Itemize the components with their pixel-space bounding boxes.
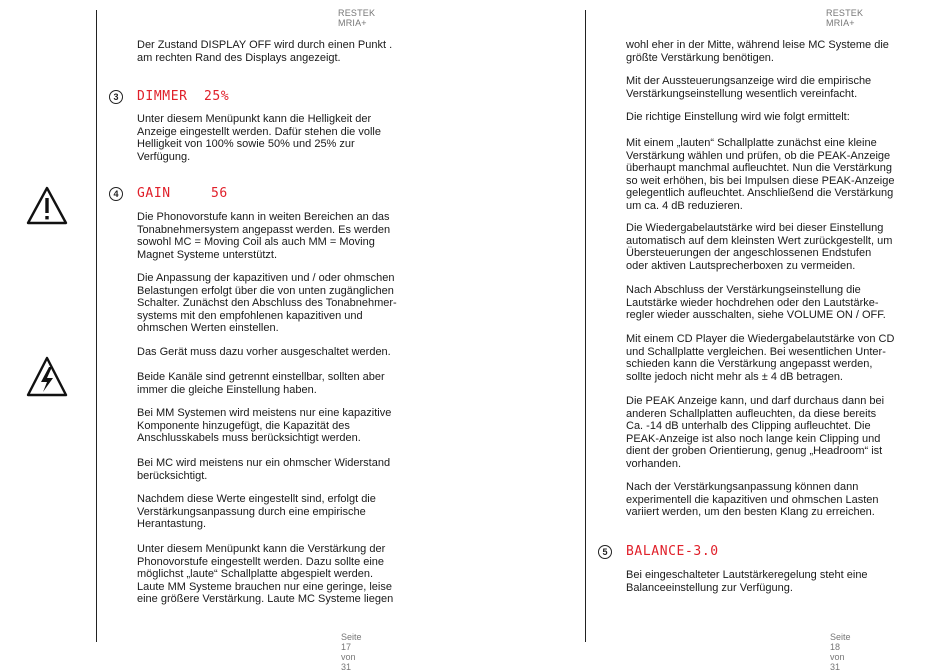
right-margin-rule <box>585 10 586 642</box>
page-header: RESTEK MRIA+ <box>338 8 376 28</box>
display-off-paragraph: Der Zustand DISPLAY OFF wird durch einen Punkt . am rechten Rand des Displays angezeigt. <box>137 39 393 64</box>
volume-reset-paragraph: Die Wiedergabelautstärke wird bei dieser Einstellung automatisch auf dem kleinsten Wert zurückgestellt, um Übersteuerungen der angeschlossenen Endstufen oder aktiven Lautsprecherboxen zu vermeiden. <box>626 222 893 272</box>
electric-shock-warning-icon <box>26 356 68 403</box>
lcd-gain-label: GAIN <box>137 186 171 201</box>
procedure-intro-paragraph: Die richtige Einstellung wird wie folgt ermittelt: <box>626 111 850 123</box>
load-adjust-paragraph: Die Anpassung der kapazitiven und / oder ohmschen Belastungen erfolgt über die von unten zugänglichen Schalter. Zunächst den Abschluss des Tonabnehmer- systems mit den empfohlenen kapazitiven und ohmschen Werten einstellen. <box>137 272 397 334</box>
mc-systems-paragraph: Bei MC wird meistens nur ein ohmscher Widerstand berücksichtigt. <box>137 457 391 482</box>
peak-info-paragraph: Die PEAK Anzeige kann, und darf durchaus dann bei anderen Schallplatten aufleuchten, da diese bereits Ca. -14 dB unterhalb des Clipping aufleuchtet. Die PEAK-Anzeige ist also noch lange kein Clipping und dient der groben Orientierung, genug „Headroom“ ist vorhanden. <box>626 395 885 470</box>
volume-restore-paragraph: Nach Abschluss der Verstärkungseinstellung die Lautstärke wieder hochdrehen oder den Lautstärke- regler wieder ausschalten, siehe VOLUME ON / OFF. <box>626 284 886 321</box>
section-number-5: 5 <box>598 545 612 559</box>
lcd-balance-value: -3.0 <box>685 544 719 559</box>
lcd-dimmer-label: DIMMER <box>137 89 188 104</box>
page-footer: Seite 18 von 31 <box>830 632 851 672</box>
channels-paragraph: Beide Kanäle sind getrennt einstellbar, sollten aber immer die gleiche Einstellung haben. <box>137 371 385 396</box>
lcd-gain-value: 56 <box>211 186 228 201</box>
load-experiment-paragraph: Nach der Verstärkungsanpassung können dann experimentell die kapazitiven und ohmschen Lasten variiert werden, um den besten Klang zu erreichen. <box>626 481 879 518</box>
section-number-4: 4 <box>109 187 123 201</box>
gain-intro-paragraph: Die Phonovorstufe kann in weiten Bereichen an das Tonabnehmersystem angepasst werden. Es werden sowohl MC = Moving Coil als auch MM = Moving Magnet Systeme unterstützt. <box>137 211 391 261</box>
cd-compare-paragraph: Mit einem CD Player die Wiedergabelautstärke von CD und Schallplatte vergleichen. Bei wesentlichen Unter- schieden kann die Verstärkung angepasst werden, sollte jedoch nicht mehr als ± 4 dB betragen. <box>626 333 895 383</box>
warning-triangle-icon <box>26 186 68 231</box>
gain-adjust-paragraph: Unter diesem Menüpunkt kann die Verstärkung der Phonovorstufe eingestellt werden. Dazu sollte eine möglichst „laute“ Schallplatte abgespielt werden. Laute MM Systeme brauchen nur eine geringe, leise eine größere Verstärkung. Laute MC Systeme liegen <box>137 543 394 605</box>
page-header: RESTEK MRIA+ <box>826 8 864 28</box>
section-number-3: 3 <box>109 90 123 104</box>
peak-procedure-paragraph: Mit einem „lauten“ Schallplatte zunächst eine kleine Verstärkung wählen und prüfen, ob die PEAK-Anzeige überhaupt manchmal aufleuchtet. Nun die Verstärkung so weit erhöhen, bis bei Impulsen diese PEAK-Anzeige gelegentlich aufleuchtet. Anschließend die Verstärkung um ca. 4 dB reduzieren. <box>626 137 895 212</box>
page-footer: Seite 17 von 31 <box>341 632 362 672</box>
mm-systems-paragraph: Bei MM Systemen wird meistens nur eine kapazitive Komponente hinzugefügt, die Kapazität des Anschlusskabels muss berücksichtigt werden. <box>137 407 392 444</box>
balance-paragraph: Bei eingeschalteter Lautstärkeregelung steht eine Balanceeinstellung zur Verfügung. <box>626 569 868 594</box>
mc-gain-paragraph: wohl eher in der Mitte, während leise MC Systeme die größte Verstärkung benötigen. <box>626 39 889 64</box>
left-margin-rule <box>96 10 97 642</box>
dimmer-paragraph: Unter diesem Menüpunkt kann die Helligkeit der Anzeige eingestellt werden. Dafür stehen die volle Helligkeit von 100% sowie 50% und 25% zur Verfügung. <box>137 113 381 163</box>
power-off-paragraph: Das Gerät muss dazu vorher ausgeschaltet werden. <box>137 346 391 358</box>
level-meter-paragraph: Mit der Aussteuerungsanzeige wird die empirische Verstärkungseinstellung wesentlich vereinfacht. <box>626 75 872 100</box>
empirical-paragraph: Nachdem diese Werte eingestellt sind, erfolgt die Verstärkungsanpassung durch eine empirische Herantastung. <box>137 493 376 530</box>
lcd-balance-label: BALANCE <box>626 544 685 559</box>
lcd-dimmer-value: 25% <box>204 89 230 104</box>
